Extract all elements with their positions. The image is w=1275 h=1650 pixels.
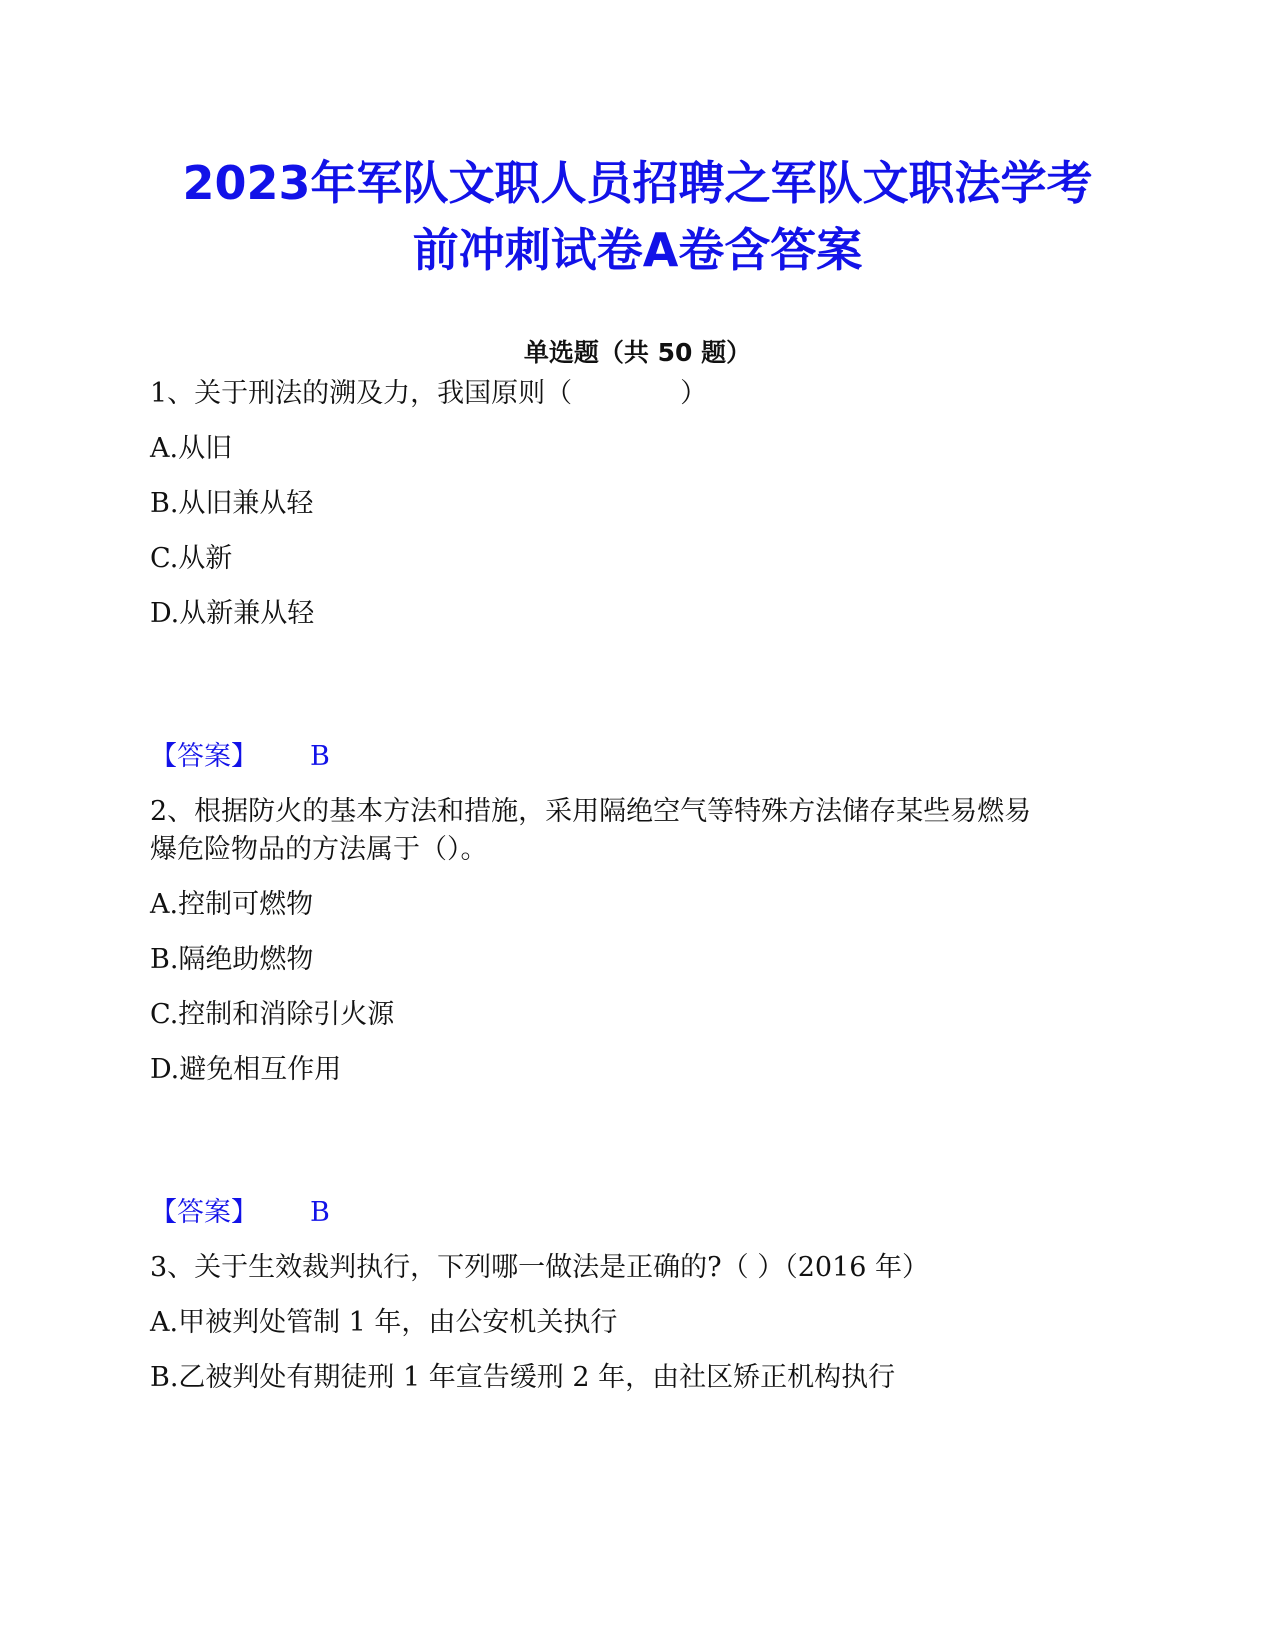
question-3-option-b: B.乙被判处有期徒刑 1 年宣告缓刑 2 年，由社区矫正机构执行 — [150, 1362, 896, 1393]
question-2-option-b: B.隔绝助燃物 — [150, 944, 314, 975]
question-2-stem-line-2: 爆危险物品的方法属于（）。 — [150, 834, 488, 865]
question-1-stem: 1、关于刑法的溯及力，我国原则（ ） — [150, 378, 708, 409]
answer-label: 【答案】 — [150, 1197, 258, 1228]
question-1-answer — [150, 737, 330, 777]
answer-value: B — [310, 741, 330, 772]
question-2-option-d: D.避免相互作用 — [150, 1054, 342, 1085]
answer-value: B — [310, 1197, 330, 1228]
question-2-option-c: C.控制和消除引火源 — [150, 999, 395, 1030]
section-heading: 单选题（共 50 题） — [523, 338, 752, 367]
question-1-option-b: B.从旧兼从轻 — [150, 488, 314, 519]
question-3-stem: 3、关于生效裁判执行，下列哪一做法是正确的?（ ）（2016 年） — [150, 1252, 930, 1283]
answer-label: 【答案】 — [150, 741, 258, 772]
question-1-option-d: D.从新兼从轻 — [150, 598, 315, 629]
question-2-stem-line-1: 2、根据防火的基本方法和措施，采用隔绝空气等特殊方法储存某些易燃易 — [150, 796, 1032, 827]
document-title-line-1: 2023年军队文职人员招聘之军队文职法学考 — [182, 156, 1093, 210]
question-2-option-a: A.控制可燃物 — [150, 889, 314, 920]
question-1-option-c: C.从新 — [150, 543, 233, 574]
document-title-line-2: 前冲刺试卷A卷含答案 — [412, 223, 863, 277]
question-3-option-a: A.甲被判处管制 1 年，由公安机关执行 — [150, 1307, 618, 1338]
question-2-answer — [150, 1193, 330, 1233]
question-1-option-a: A.从旧 — [150, 433, 233, 464]
